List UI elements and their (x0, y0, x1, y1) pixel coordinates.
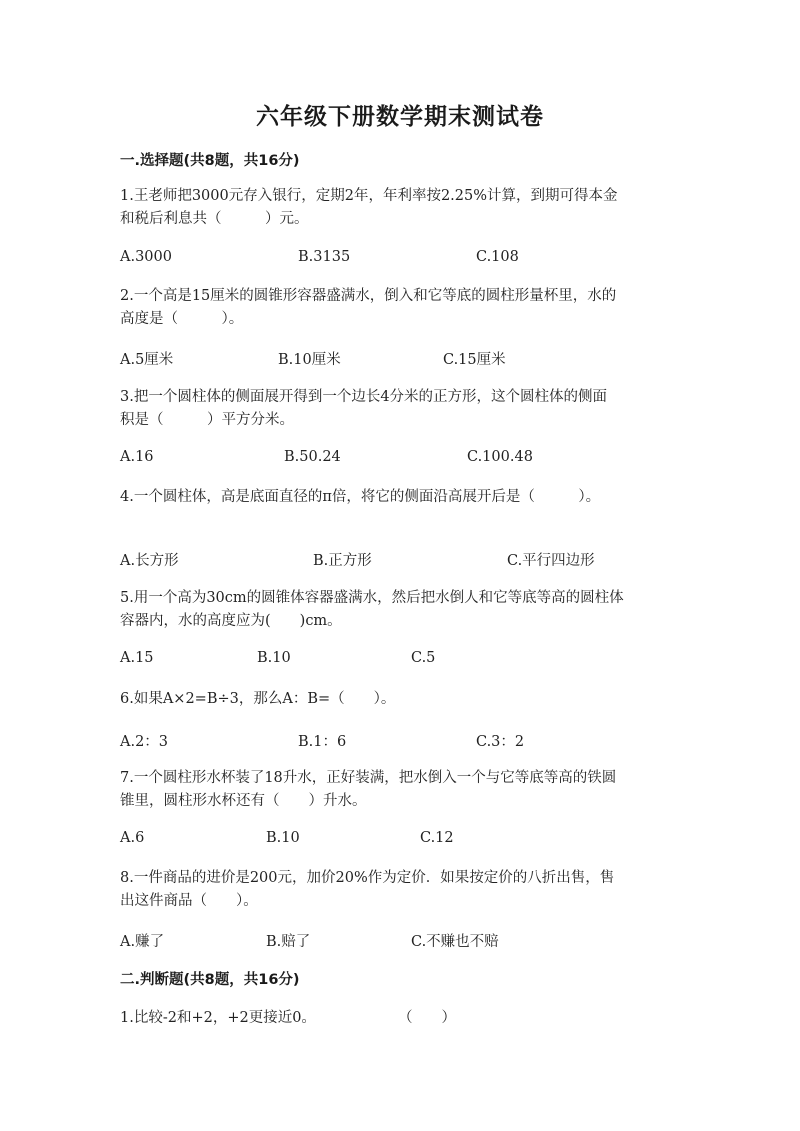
option-b[interactable]: B.50.24 (284, 449, 341, 465)
option-b[interactable]: B.1：6 (298, 734, 347, 750)
option-c[interactable]: C.15厘米 (443, 352, 506, 368)
option-a[interactable]: A.15 (120, 650, 154, 666)
question-line: 7.一个圆柱形水杯装了18升水，正好装满，把水倒入一个与它等底等高的铁圆 (120, 770, 617, 786)
option-c[interactable]: C.3：2 (476, 734, 525, 750)
question-line: 4.一个圆柱体，高是底面直径的π倍，将它的侧面沿高展开后是（ ）。 (120, 489, 601, 505)
question-line: 积是（ ）平方分米。 (120, 412, 294, 428)
question-line: 容器内，水的高度应为( )cm。 (120, 613, 342, 629)
page-title: 六年级下册数学期末测试卷 (256, 104, 544, 130)
option-a[interactable]: A.16 (120, 449, 154, 465)
question-line: 高度是（ ）。 (120, 311, 244, 327)
option-c[interactable]: C.不赚也不赔 (411, 934, 499, 950)
question-line: 8.一件商品的进价是200元，加价20%作为定价．如果按定价的八折出售，售 (120, 870, 615, 886)
section-header-true-false: 二.判断题(共8题，共16分) (120, 972, 300, 988)
option-c[interactable]: C.108 (476, 249, 519, 265)
question-line: 2.一个高是15厘米的圆锥形容器盛满水，倒入和它等底的圆柱形量杯里，水的 (120, 288, 617, 304)
question-stem (120, 587, 690, 633)
question-line: 锥里，圆柱形水杯还有（ ）升水。 (120, 793, 367, 809)
question-line: 6.如果A×2=B÷3，那么A：B=（ ）。 (120, 691, 396, 707)
option-b[interactable]: B.正方形 (313, 553, 372, 569)
question-stem (120, 688, 690, 711)
option-b[interactable]: B.3135 (298, 249, 351, 265)
option-b[interactable]: B.10 (257, 650, 291, 666)
option-a[interactable]: A.2：3 (120, 734, 169, 750)
question-line: 1.王老师把3000元存入银行，定期2年，年利率按2.25%计算，到期可得本金 (120, 188, 618, 204)
option-b[interactable]: B.赔了 (266, 934, 311, 950)
option-c[interactable]: C.100.48 (467, 449, 533, 465)
option-a[interactable]: A.6 (120, 830, 145, 846)
answer-blank[interactable]: （ ） (398, 1010, 456, 1026)
question-line: 和税后利息共（ ）元。 (120, 211, 309, 227)
option-b[interactable]: B.10厘米 (278, 352, 341, 368)
question-stem (120, 386, 690, 432)
section-header-multiple-choice: 一.选择题(共8题，共16分) (120, 153, 300, 169)
option-c[interactable]: C.5 (411, 650, 436, 666)
question-line: 3.把一个圆柱体的侧面展开得到一个边长4分米的正方形，这个圆柱体的侧面 (120, 389, 608, 405)
option-a[interactable]: A.赚了 (120, 934, 165, 950)
option-a[interactable]: A.3000 (120, 249, 172, 265)
option-a[interactable]: A.5厘米 (120, 352, 174, 368)
option-a[interactable]: A.长方形 (120, 553, 179, 569)
question-stem (120, 285, 690, 331)
question-line: 1.比较-2和+2，+2更接近0。 (120, 1010, 316, 1026)
option-c[interactable]: C.12 (420, 830, 454, 846)
question-line: 出这件商品（ ）。 (120, 893, 258, 909)
question-stem (120, 867, 690, 913)
question-stem (120, 486, 690, 509)
option-c[interactable]: C.平行四边形 (507, 553, 595, 569)
question-stem (120, 185, 690, 231)
option-b[interactable]: B.10 (266, 830, 300, 846)
question-line: 5.用一个高为30cm的圆锥体容器盛满水，然后把水倒人和它等底等高的圆柱体 (120, 590, 624, 606)
question-stem (120, 767, 690, 813)
